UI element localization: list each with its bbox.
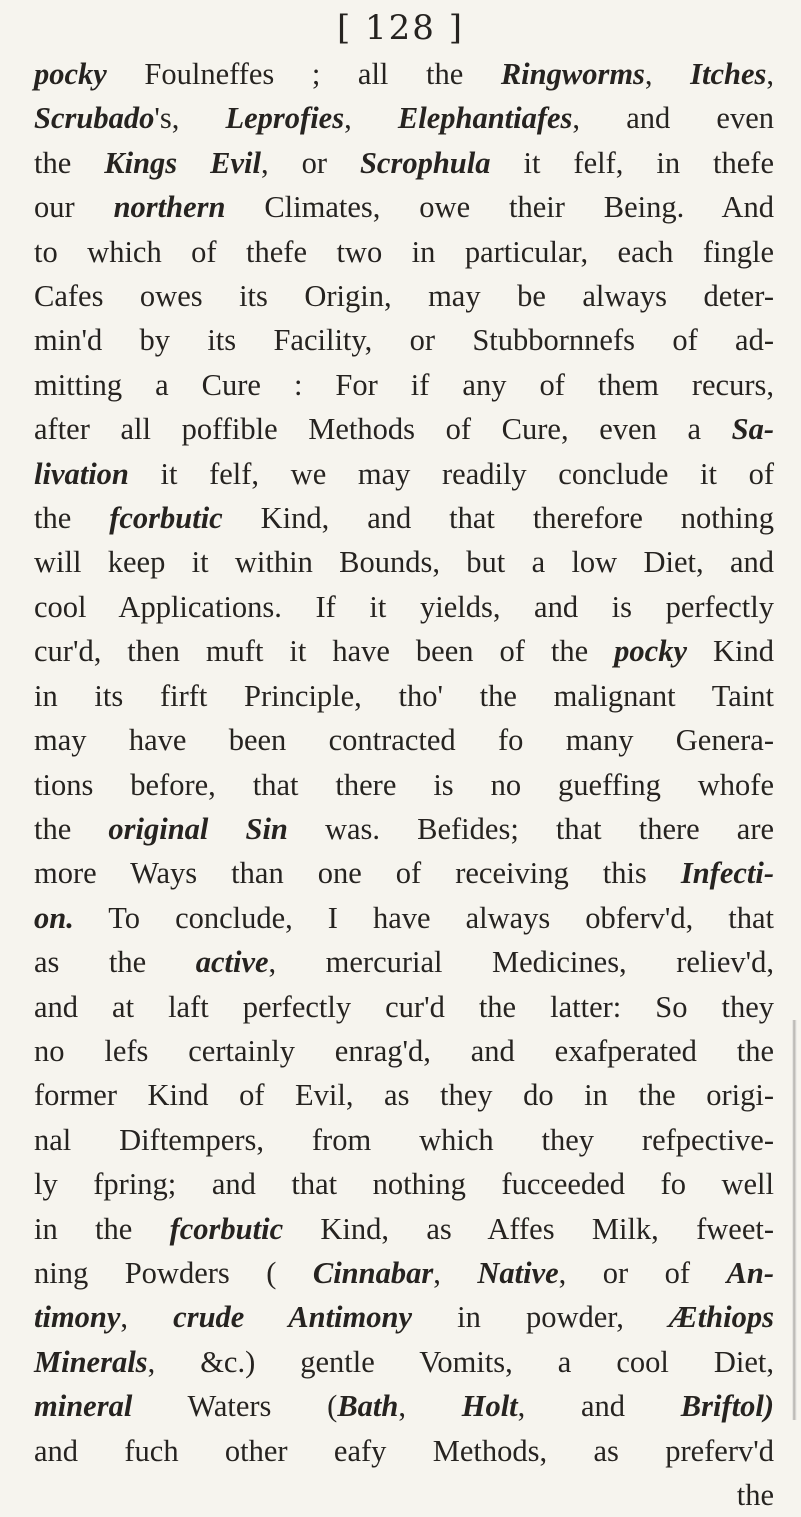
italic-run: Kings Evil [104,145,261,180]
text-run: Foulneffes ; all the [106,57,501,91]
text-line [34,674,774,718]
text-run: in the [34,1211,170,1246]
text-run: , [766,57,774,91]
text-run: in its firft Principle, tho' the malignant Taint [34,678,774,713]
text-line [34,407,774,451]
italic-run: Minerals [34,1344,148,1379]
text-line [34,629,774,673]
text-line [34,1251,774,1295]
text-run: no lefs certainly enrag'd, and exafperated the [34,1033,774,1068]
italic-run: An- [726,1255,774,1290]
text-run: will keep it within Bounds, but a low Diet, and [34,545,774,580]
text-line [34,985,774,1029]
text-run: Climates, owe their Being. And [225,190,774,225]
text-run: , and even [572,101,774,136]
text-run: , [398,1389,462,1424]
text-run: former Kind of Evil, as they do in the origi- [34,1078,774,1113]
italic-run: Sa- [731,412,774,447]
text-line [34,1429,774,1473]
italic-run: timony [34,1300,121,1335]
page-number: [ 128 ] [336,8,465,48]
text-line [34,718,774,762]
text-line [34,452,774,496]
italic-run: pocky [34,57,107,91]
text-run: Kind, and that therefore nothing [222,501,775,536]
text-run: more Ways than one of receiving this [34,856,681,891]
text-run: , [644,57,691,91]
text-run: was. Befides; that there are [287,811,775,846]
text-run: Kind, as Affes Milk, fweet- [283,1211,774,1246]
text-run: it felf, we may readily conclude it of [128,456,774,491]
text-line [34,1295,774,1339]
italic-run: Holt [461,1389,518,1424]
text-line [34,318,774,362]
italic-run: mineral [34,1389,133,1424]
text-run: , [433,1255,478,1290]
italic-run: Scrophula [359,145,491,180]
text-run: it felf, in thefe [490,145,774,180]
text-line [34,1340,774,1384]
italic-run: crude Antimony [173,1300,413,1335]
italic-run: northern [113,190,226,225]
text-line [34,540,774,584]
text-run: to which of thefe two in particular, each fingle [34,234,774,269]
text-run: after all poffible Methods of Cure, even a [34,412,732,447]
text-line [34,940,774,984]
text-run: the [34,145,105,180]
text-line [34,1073,774,1117]
text-run: , or of [558,1255,727,1290]
italic-run: active [195,945,269,980]
text-line [34,141,774,185]
text-run: our [34,190,114,225]
text-run: Cafes owes its Origin, may be always deter- [34,279,774,314]
text-run: To conclude, I have always obferv'd, that [73,900,774,935]
italic-run: original Sin [108,811,288,846]
italic-run: Native [477,1255,559,1290]
text-line [34,585,774,629]
text-run: and at laft perfectly cur'd the latter: So they [34,989,774,1024]
italic-run: Cinnabar [312,1255,434,1290]
text-run: the [34,501,110,536]
text-line [34,1384,774,1428]
italic-run: pocky [614,634,687,669]
italic-run: Itches [690,57,767,91]
text-run: cur'd, then muft it have been of the [34,634,615,669]
italic-run: Scrubado [34,101,155,136]
italic-run: Elephantiafes [397,101,573,136]
text-line [34,274,774,318]
text-run: 's, [154,101,226,136]
text-run: , [344,101,398,136]
text-line [34,896,774,940]
text-run: , [120,1300,174,1335]
text-run: tions before, that there is no gueffing whofe [34,767,774,802]
text-line [34,96,774,140]
text-line [34,807,774,851]
italic-run: on. [34,900,74,935]
text-line [34,1207,774,1251]
italic-run: Ringworms [500,57,645,91]
text-line [34,1029,774,1073]
text-line [34,763,774,807]
text-line [34,185,774,229]
text-run: in powder, [412,1300,669,1335]
text-run: mitting a Cure : For if any of them recurs, [34,367,774,402]
text-run: Waters ( [132,1389,338,1424]
text-line [34,52,774,96]
text-line [34,851,774,895]
italic-run: fcorbutic [109,501,223,536]
text-run: min'd by its Facility, or Stubbornnefs of ad- [34,323,774,358]
text-run: ning Powders ( [34,1255,313,1290]
italic-run: Bath [337,1389,399,1424]
text-run: , and [517,1389,681,1424]
body-text [34,52,774,1517]
text-run: nal Diftempers, from which they refpective- [34,1122,774,1157]
text-run: cool Applications. If it yields, and is perfectly [34,589,774,624]
page-edge-shadow [792,1020,797,1420]
italic-run: fcorbutic [169,1211,284,1246]
text-line [34,496,774,540]
catchword: the [736,1478,774,1512]
text-run: ly fpring; and that nothing fucceeded fo well [34,1167,774,1202]
italic-run: Infecti- [680,856,774,891]
text-line [34,1118,774,1162]
text-run: and fuch other eafy Methods, as preferv'd [34,1433,774,1468]
italic-run: Æthiops [668,1300,774,1335]
text-run: the [34,811,109,846]
text-run: may have been contracted fo many Genera- [34,723,774,758]
text-line [34,230,774,274]
text-line [34,363,774,407]
italic-run: livation [34,456,129,491]
text-run: as the [34,945,196,980]
text-run: , mercurial Medicines, reliev'd, [268,945,774,980]
italic-run: Leprofies [225,101,345,136]
text-run: Kind [687,634,774,669]
text-run: , or [260,145,360,180]
italic-run: Briftol) [680,1389,774,1424]
text-run: , &c.) gentle Vomits, a cool Diet, [147,1344,774,1379]
text-line [34,1162,774,1206]
